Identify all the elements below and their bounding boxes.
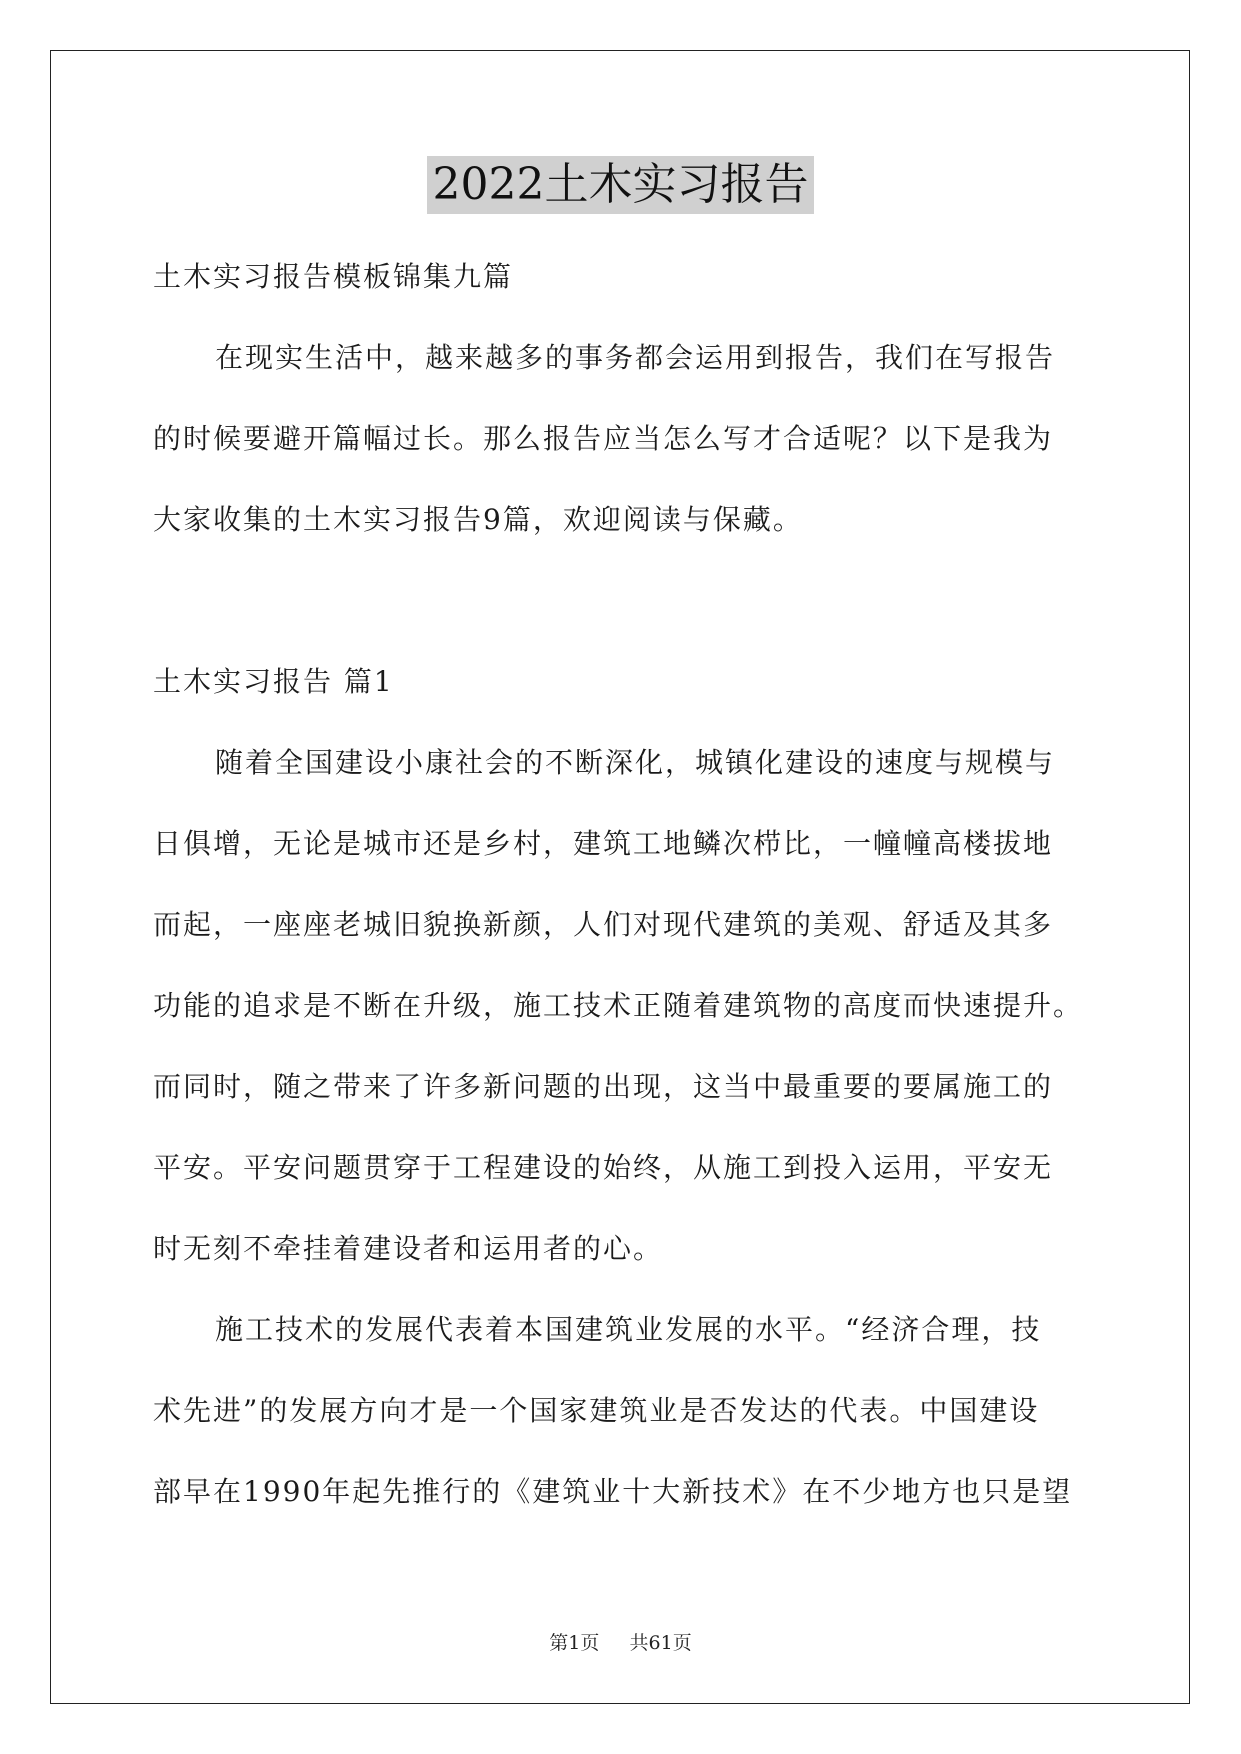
text-line: 的时候要避开篇幅过长。那么报告应当怎么写才合适呢？以下是我为 (153, 422, 1054, 455)
text-line: 土木实习报告 篇1 (153, 665, 394, 698)
page-number: 第1页 (549, 1632, 600, 1654)
text-line: 在现实生活中，越来越多的事务都会运用到报告，我们在写报告 (215, 341, 1056, 374)
text-line: 功能的追求是不断在升级，施工技术正随着建筑物的高度而快速提升。 (153, 989, 1084, 1022)
text-line: 平安。平安问题贯穿于工程建设的始终，从施工到投入运用，平安无 (153, 1151, 1054, 1184)
text-line: 而同时，随之带来了许多新问题的出现，这当中最重要的要属施工的 (153, 1070, 1054, 1103)
text-line: 随着全国建设小康社会的不断深化，城镇化建设的速度与规模与 (215, 746, 1056, 779)
page-footer (0, 1628, 1241, 1655)
blank-line (153, 560, 1093, 641)
document-title: 2022土木实习报告 (427, 156, 815, 214)
text-line: 施工技术的发展代表着本国建筑业发展的水平。“经济合理，技 (215, 1313, 1042, 1346)
text-line: 时无刻不牵挂着建设者和运用者的心。 (153, 1232, 664, 1265)
text-line: 术先进”的发展方向才是一个国家建筑业是否发达的代表。中国建设 (153, 1394, 1040, 1427)
text-line: 部早在1990年起先推行的《建筑业十大新技术》在不少地方也只是望 (153, 1475, 1073, 1508)
text-line: 土木实习报告模板锦集九篇 (153, 260, 514, 293)
text-line: 大家收集的土木实习报告9篇，欢迎阅读与保藏。 (153, 503, 803, 536)
text-line: 而起，一座座老城旧貌换新颜，人们对现代建筑的美观、舒适及其多 (153, 908, 1054, 941)
text-line: 日俱增，无论是城市还是乡村，建筑工地鳞次栉比，一幢幢高楼拔地 (153, 827, 1054, 860)
document-body (153, 236, 1093, 1532)
page-total: 共61页 (629, 1632, 692, 1654)
title-container (0, 156, 1241, 214)
